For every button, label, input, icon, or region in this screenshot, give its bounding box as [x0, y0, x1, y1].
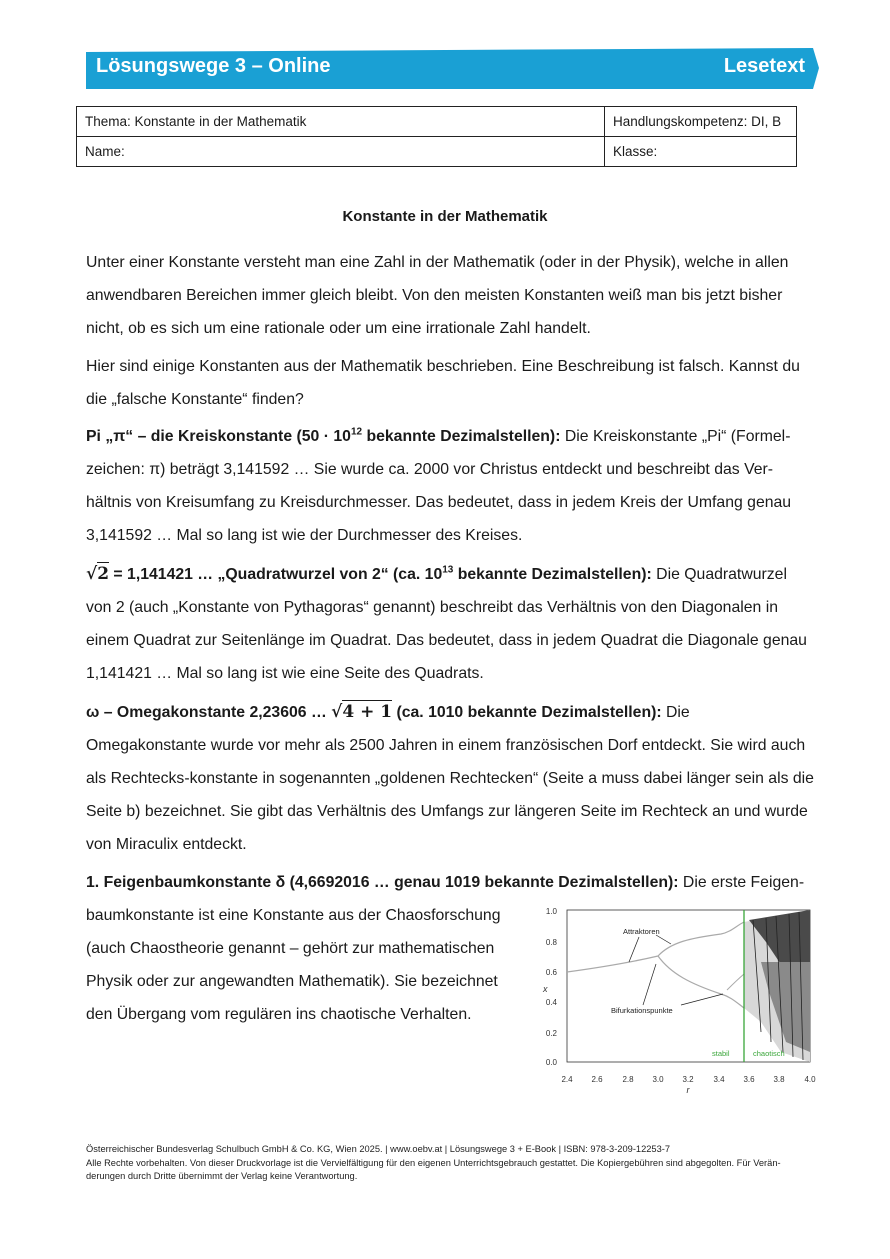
- header-type: Lesetext: [723, 55, 805, 77]
- annotation-arrows: [629, 935, 723, 1005]
- second-bifurcation: [727, 974, 744, 990]
- y-tick-5: 0.2: [545, 1029, 557, 1038]
- footer: [86, 1143, 814, 1184]
- pi-paragraph: [86, 420, 814, 552]
- sqrt2-heading: √2 = 1,141421 … „Quadratwurzel von 2“ (ca. $10^{13}$ bekannte Dezimalstellen):: [86, 564, 652, 584]
- x-tick-2: 2.6: [591, 1075, 603, 1084]
- label-attraktoren: Attraktoren: [623, 927, 660, 936]
- y-axis-label: x: [543, 984, 548, 994]
- class-cell: Klasse:: [605, 137, 797, 167]
- lower-branch: [658, 956, 744, 1008]
- x-axis-label: r: [686, 1085, 690, 1095]
- omega-text: Die Omegakonstante wurde vor mehr als 2500 Jahren in einem französischen Dorf entdeckt. Sie wird auch als Rechtecks-konstante in sogenannten „goldenen Rechtecken“ (Seite a muss dabei länger sein als die Seite b) bezeichnet. Sie gibt das Verhältnis des Umfangs zur längeren Seite im Rechteck an und wurde von Miraculix entdeckt.: [86, 704, 814, 853]
- sqrt2-text: Die Quadratwurzel von 2 (auch „Konstante von Pythagoras“ genannt) beschreibt das Verhältnis von den Diagonalen in einem Quadrat zur Seitenlänge im Quadrat. Das bedeutet, dass in jedem Quadrat die Diagonale genau 1,141421 … Mal so lang ist wie eine Seite des Quadrats.: [86, 566, 807, 682]
- x-tick-7: 3.6: [743, 1075, 755, 1084]
- chaotic-region: [744, 910, 810, 1062]
- bifurcation-figure: [531, 902, 823, 1098]
- topic-cell: Thema: Konstante in der Mathematik: [77, 107, 605, 137]
- x-tick-5: 3.2: [682, 1075, 694, 1084]
- task-paragraph: Hier sind einige Konstanten aus der Mathematik beschrieben. Eine Beschreibung ist falsch. Kannst du die „falsche Konstante“ finden?: [86, 358, 800, 408]
- omega-heading: ω – Omegakonstante 2,23606 … √4 + 1 (ca. 1010 bekannte Dezimalstellen):: [86, 702, 662, 722]
- intro-paragraph: Unter einer Konstante versteht man eine Zahl in der Mathematik (oder in der Physik), welche in allen anwendbaren Bereichen immer gleich bleibt. Von den meisten Konstanten weiß man bis jetzt bisher nicht, ob es sich um eine rationale oder um eine irrationale Zahl handelt.: [86, 254, 789, 337]
- bifurcation-diagram: [531, 902, 823, 1098]
- footer-publisher: Österreichischer Bundesverlag Schulbuch GmbH & Co. KG, Wien 2025. | www.oebv.at | Lösungswege 3 + E-Book | ISBN: 978-3-209-12253-7: [86, 1144, 671, 1154]
- info-table: [76, 106, 797, 167]
- feigenbaum-heading: 1. Feigenbaumkonstante δ (4,6692016 … genau 1019 bekannte Dezimalstellen):: [86, 874, 679, 891]
- competence-cell: Handlungskompetenz: DI, B: [605, 107, 797, 137]
- feigenbaum-text-a: Die erste Feigen-: [678, 874, 805, 891]
- x-tick-6: 3.4: [713, 1075, 725, 1084]
- y-tick-4: 0.4: [545, 998, 557, 1007]
- x-tick-4: 3.0: [652, 1075, 664, 1084]
- omega-paragraph: [86, 696, 814, 861]
- label-bifurkation: Bifurkationspunkte: [611, 1006, 673, 1015]
- header-banner: [86, 48, 819, 89]
- sqrt2-paragraph: [86, 558, 814, 690]
- x-tick-3: 2.8: [622, 1075, 634, 1084]
- pi-heading: Pi „π“ – die Kreiskonstante ($50 \cdot 10^{12}$ bekannte Dezimalstellen):: [86, 426, 561, 445]
- footer-rights: Alle Rechte vorbehalten. Von dieser Druckvorlage ist die Vervielfältigung für den eigenen Unterrichtsgebrauch gestattet. Die Kopiergebühren sind abgegolten. Für Verän-derungen durch Dritte übernimmt der Verlag keine Verantwortung.: [86, 1157, 781, 1181]
- name-cell: Name:: [77, 137, 605, 167]
- x-tick-9: 4.0: [804, 1075, 816, 1084]
- label-chaotisch: chaotisch: [753, 1049, 785, 1058]
- y-tick-1: 1.0: [545, 907, 557, 916]
- stable-branch: [567, 956, 658, 972]
- document-title: Konstante in der Mathematik: [342, 208, 548, 225]
- pi-text: Die Kreiskonstante „Pi“ (Formel-zeichen: π) beträgt 3,141592 … Sie wurde ca. 2000 vor Christus entdeckt und beschreibt das Ver-hältnis von Kreisumfang zu Kreisdurchmesser. Das bedeutet, dass in jedem Kreis der Umfang genau 3,141592 … Mal so lang ist wie der Durchmesser des Kreises.: [86, 428, 792, 544]
- feigenbaum-text-b: baumkonstante ist eine Konstante aus der Chaosforschung (auch Chaostheorie genannt – gehört zur mathematischen Physik oder zur angewandten Mathematik). Sie bezeichnet den Übergang vom regulären ins chaotische Verhalten.: [86, 907, 501, 1023]
- y-tick-6: 0.0: [545, 1058, 557, 1067]
- y-tick-3: 0.6: [545, 968, 557, 977]
- label-stabil: stabil: [712, 1049, 730, 1058]
- x-tick-8: 3.8: [773, 1075, 785, 1084]
- y-tick-2: 0.8: [545, 938, 557, 947]
- header-title: Lösungswege 3 – Online: [96, 55, 331, 77]
- upper-branch: [658, 922, 744, 956]
- feigenbaum-paragraph: [86, 866, 814, 899]
- x-tick-1: 2.4: [561, 1075, 573, 1084]
